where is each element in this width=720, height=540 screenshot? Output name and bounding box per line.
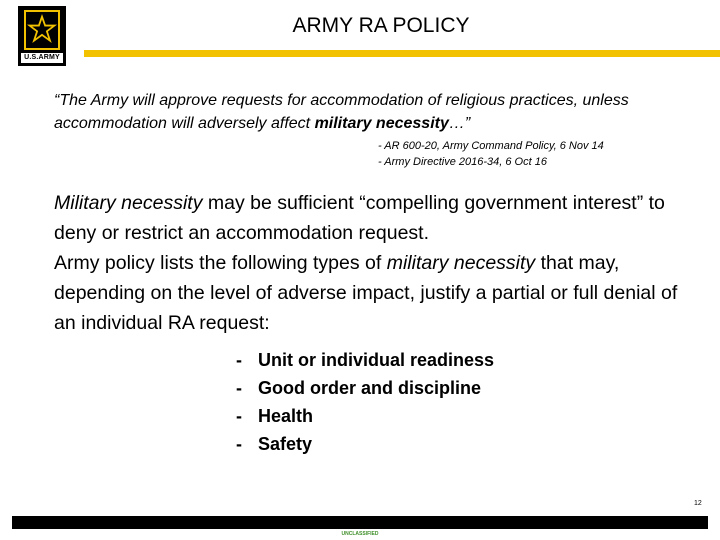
page-number: 12	[694, 500, 702, 507]
quote-sources	[378, 138, 604, 170]
quote-text-after: …”	[448, 115, 471, 132]
list-item-label: Safety	[258, 434, 313, 454]
logo-text: U.S.ARMY	[21, 53, 63, 63]
list-bullet: -	[236, 350, 242, 370]
list-item	[236, 374, 494, 402]
list-item-label: Health	[258, 406, 314, 426]
body-text	[54, 188, 694, 338]
slide-title: ARMY RA POLICY	[292, 14, 470, 37]
policy-quote	[54, 89, 674, 135]
necessity-list	[236, 346, 494, 458]
us-army-logo	[18, 6, 66, 66]
body-emphasis: Military necessity	[54, 192, 203, 214]
body-text-part: Army policy lists the following types of	[54, 252, 387, 274]
list-item	[236, 402, 494, 430]
list-bullet: -	[236, 434, 242, 454]
body-emphasis: military necessity	[386, 252, 536, 274]
army-star-icon	[26, 12, 58, 48]
list-item-label: Unit or individual readiness	[258, 350, 495, 370]
quote-text-before: “The Army will approve requests for accommodation of religious practices, unless accommodation will adversely affect	[54, 92, 629, 132]
star-frame	[24, 10, 60, 50]
list-bullet: -	[236, 406, 242, 426]
list-bullet: -	[236, 378, 242, 398]
source-item: - Army Directive 2016-34, 6 Oct 16	[378, 156, 547, 168]
classification-marking: UNCLASSIFIED	[341, 531, 379, 537]
body-text-part: that may, depending on the level of adverse impact, justify a partial or full denial of an individual RA request:	[54, 252, 678, 334]
list-item	[236, 346, 494, 374]
body-text-part: may be sufficient “compelling government interest” to deny or restrict an accommodation request.	[54, 192, 665, 244]
footer-bar	[12, 516, 708, 529]
title-rule	[84, 50, 720, 57]
quote-emphasis: military necessity	[314, 115, 449, 132]
list-item-label: Good order and discipline	[258, 378, 482, 398]
source-item: - AR 600-20, Army Command Policy, 6 Nov 14	[378, 140, 604, 152]
list-item	[236, 430, 494, 458]
